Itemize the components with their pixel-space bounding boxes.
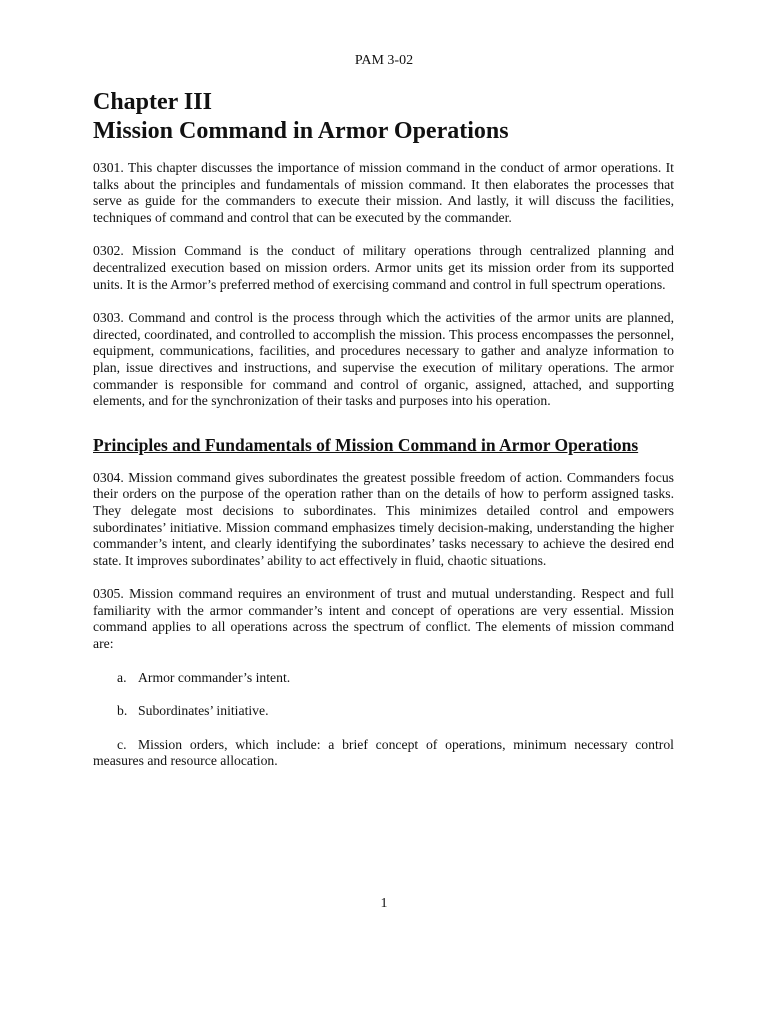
- list-item-text: Armor commander’s intent.: [138, 669, 291, 685]
- chapter-body: [93, 160, 674, 787]
- list-item: [93, 703, 674, 720]
- page-header: PAM 3-02: [354, 53, 414, 68]
- paragraph-0302: 0302. Mission Command is the conduct of military operations through centralized planning and decentralized execution based on mission orders. Armor units get its mission order from its supported units. It is the Armor’s preferred method of exercising command and control in full spectrum operations.: [93, 243, 674, 292]
- page-number: 1: [380, 896, 388, 911]
- list-item: [93, 670, 674, 687]
- list-marker: c.: [117, 736, 127, 752]
- list-item-text: Subordinates’ initiative.: [138, 703, 269, 719]
- list-marker: a.: [117, 669, 127, 685]
- list-item: [93, 737, 674, 770]
- paragraph-0301: 0301. This chapter discusses the importance of mission command in the conduct of armor operations. It talks about the principles and fundamentals of mission command. It then elaborates the processes that serve as guide for the commanders to execute their mission. And lastly, it will discuss the facilities, techniques of command and control that can be executed by the commander.: [93, 160, 674, 225]
- chapter-number: Chapter III: [93, 89, 212, 115]
- paragraph-0304: 0304. Mission command gives subordinates the greatest possible freedom of action. Commanders focus their orders on the purpose of the operation rather than on the details of how to perform assigned tasks. They delegate most decisions to subordinates. This minimizes detailed control and empowers subordinates’ initiative. Mission command emphasizes timely decision-making, understanding the higher commander’s intent, and clearly identifying the subordinates’ tasks necessary to achieve the desired end state. It improves subordinates’ ability to act effectively in fluid, chaotic situations.: [93, 469, 674, 568]
- section-heading: Principles and Fundamentals of Mission Command in Armor Operations: [93, 434, 639, 455]
- chapter-subtitle: Mission Command in Armor Operations: [93, 118, 509, 144]
- list-item-text: Mission orders, which include: a brief concept of operations, minimum necessary control measures and resource allocation.: [93, 736, 674, 769]
- chapter-title: [93, 88, 683, 146]
- list-marker: b.: [117, 703, 128, 719]
- paragraph-0303: 0303. Command and control is the process through which the activities of the armor units are planned, directed, coordinated, and controlled to accomplish the mission. This process encompasses the personnel, equipment, communications, facilities, and procedures necessary to gather and analyze information to plan, issue directives and instructions, and supervise the execution of military operations. The armor commander is responsible for command and control of organic, assigned, attached, and supporting elements, and for the synchronization of their tasks and purposes into his operation.: [93, 310, 674, 409]
- paragraph-0305: 0305. Mission command requires an environment of trust and mutual understanding. Respect and full familiarity with the armor commander’s intent and concept of operations are very essential. Mission command applies to all operations across the spectrum of conflict. The elements of mission command are:: [93, 586, 674, 652]
